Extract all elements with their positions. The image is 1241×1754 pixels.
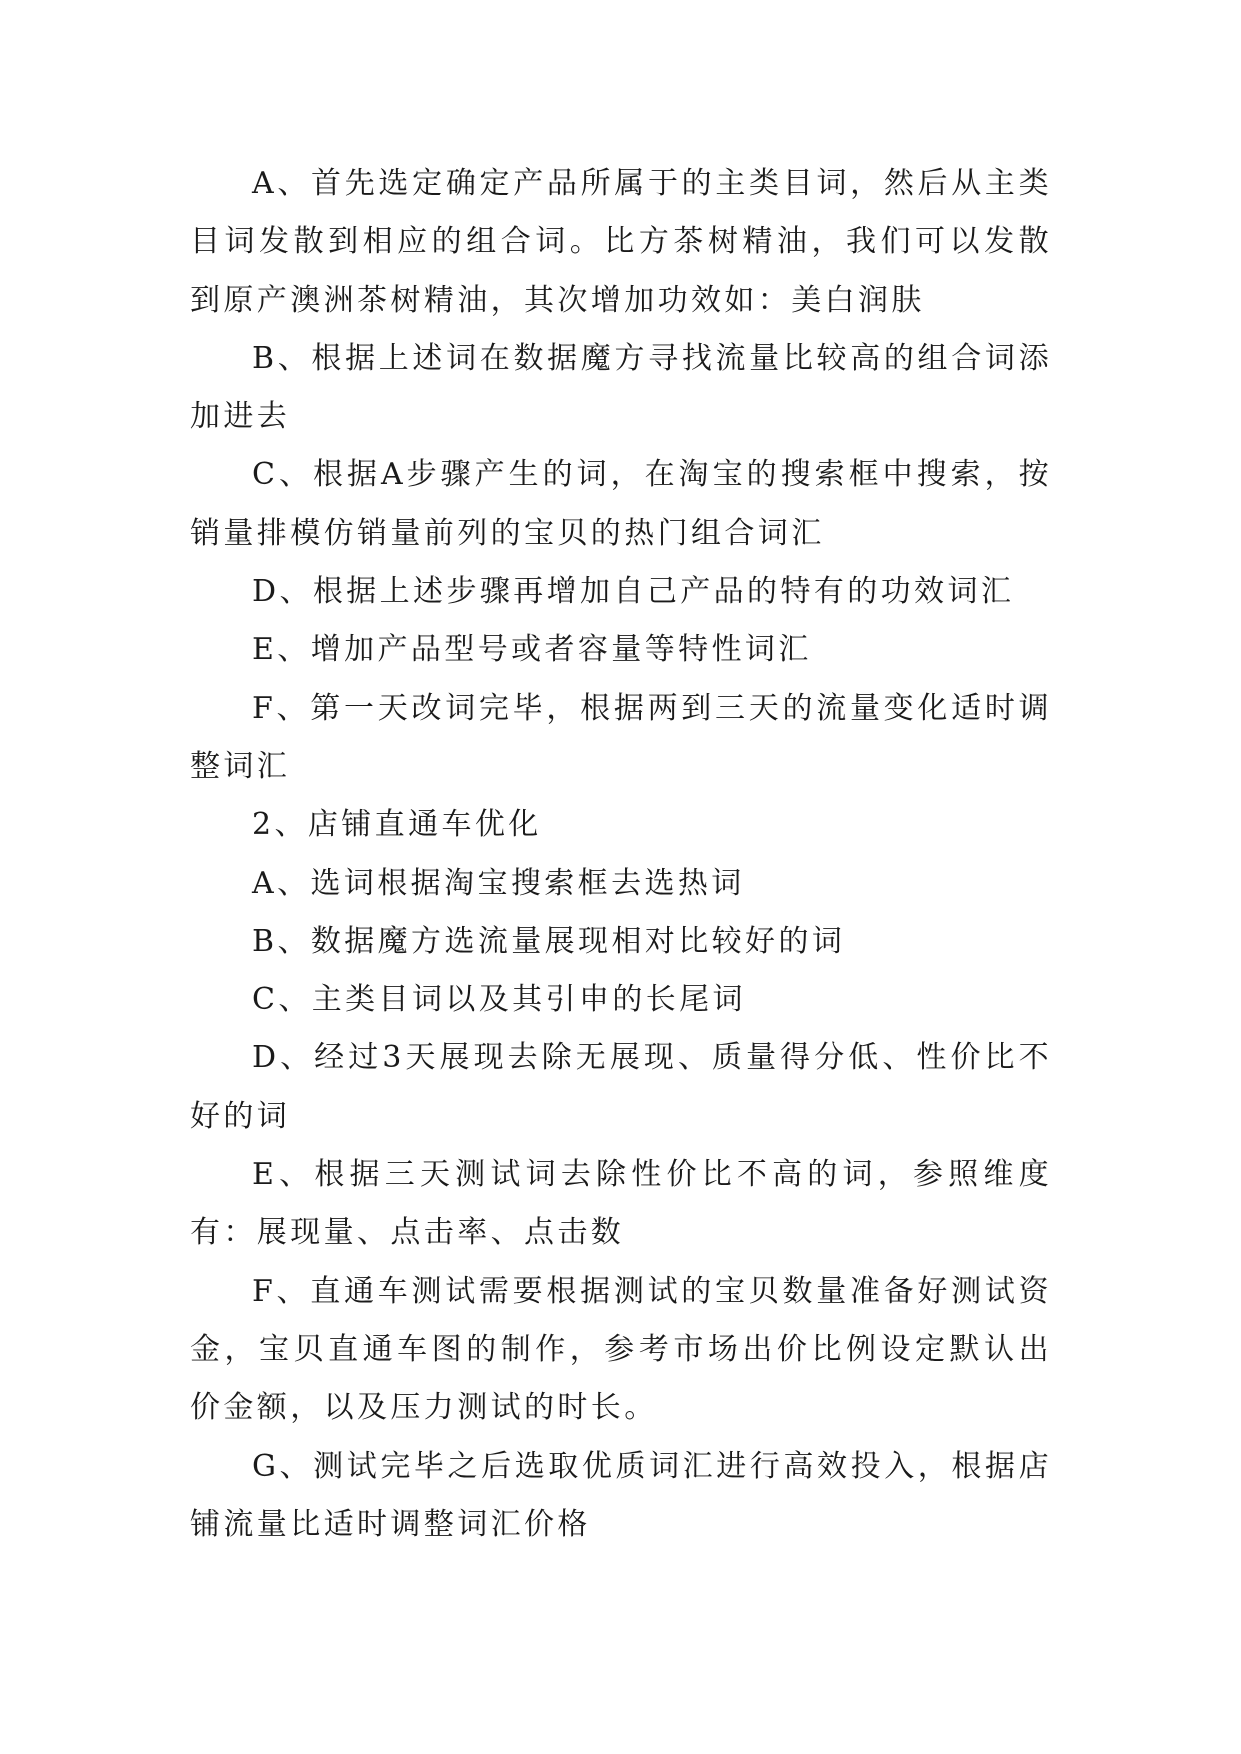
paragraph-9: B、数据魔方选流量展现相对比较好的词 xyxy=(252,923,846,959)
paragraph-12: E、根据三天测试词去除性价比不高的词，参照维度有：展现量、点击率、点击数 xyxy=(190,1157,1052,1251)
paragraph-2: B、根据上述词在数据魔方寻找流量比较高的组合词添加进去 xyxy=(190,340,1052,435)
paragraph-10: C、主类目词以及其引申的长尾词 xyxy=(252,982,746,1018)
paragraph-5: E、增加产品型号或者容量等特性词汇 xyxy=(252,632,812,668)
section-heading: 2、店铺直通车优化 xyxy=(252,807,542,843)
document-body xyxy=(190,155,1052,1554)
paragraph-6: F、第一天改词完毕，根据两到三天的流量变化适时调整词汇 xyxy=(190,690,1052,784)
paragraph-14: G、测试完毕之后选取优质词汇进行高效投入，根据店铺流量比适时调整词汇价格 xyxy=(190,1448,1052,1542)
paragraph-8: A、选词根据淘宝搜索框去选热词 xyxy=(252,865,745,901)
paragraph-11: D、经过3天展现去除无展现、质量得分低、性价比不好的词 xyxy=(190,1040,1052,1134)
paragraph-1: A、首先选定确定产品所属于的主类目词，然后从主类目词发散到相应的组合词。比方茶树精油，我们可以发散到原产澳洲茶树精油，其次增加功效如：美白润肤 xyxy=(190,166,1052,318)
paragraph-3: C、根据A步骤产生的词，在淘宝的搜索框中搜索，按销量排模仿销量前列的宝贝的热门组合词汇 xyxy=(190,457,1052,551)
paragraph-13: F、直通车测试需要根据测试的宝贝数量准备好测试资金，宝贝直通车图的制作，参考市场出价比例设定默认出价金额，以及压力测试的时长。 xyxy=(190,1273,1052,1426)
paragraph-4: D、根据上述步骤再增加自己产品的特有的功效词汇 xyxy=(252,574,1015,610)
